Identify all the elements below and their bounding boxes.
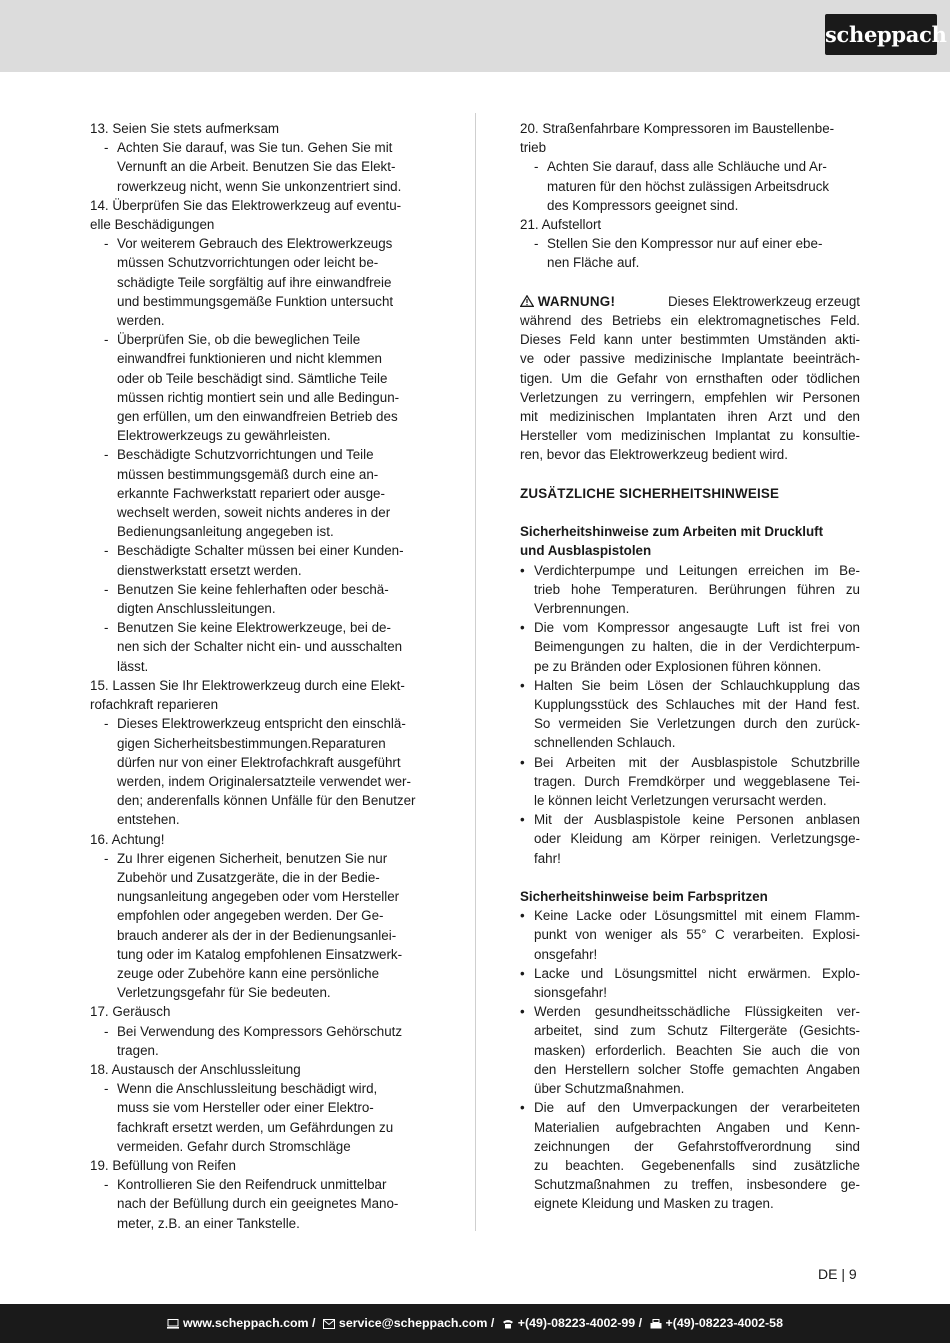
header-band — [0, 0, 950, 72]
bullet-item: • Bei Arbeiten mit der Ausblaspistole Schutzbrille tragen. Durch Fremdkörper und weggeblasene Tei- le können leicht Verletzungen verursacht werden. — [520, 754, 860, 809]
numbered-item: 17. Geräusch — [90, 1004, 171, 1020]
warning-block: WARNUNG! Dieses Elektrowerkzeug erzeugt während des Betriebs ein elektromagnetisches Feld. Dieses Feld kann unter bestimmten Umständen akti- ve oder passive medizinische Implantate beeinträch- tigen. Um die Gefahr von ernsthaften oder tödlichen Verletzungen zu verringern, empfehlen wir Personen mit medizinischen Implantaten ihren Arzt und den Hersteller vom medizinischen Implantat zu konsultie- ren, bevor das Elektrowerkzeug bedient wird. — [520, 293, 860, 463]
phone-icon — [502, 1319, 514, 1329]
item-21-detail: - Stellen Sie den Kompressor nur auf einer ebe- nen Fläche auf. — [534, 236, 823, 271]
bullet-item: • Lacke und Lösungsmittel nicht erwärmen. Explo- sionsgefahr! — [520, 965, 860, 1001]
subheading-paint-spraying: Sicherheitshinweise beim Farbspritzen — [520, 889, 768, 905]
numbered-item: 16. Achtung! — [90, 831, 165, 847]
bullet-item: • Werden gesundheitsschädliche Flüssigkeiten ver- arbeitet, sind zum Schutz Filtergeräte (Gesichts- masken) erforderlich. Beachten Sie auch die von den Herstellern solcher Stoffe gemachten Angaben über Schutzmaßnahmen. — [520, 1004, 860, 1097]
dash-item: - Benutzen Sie keine Elektrowerkzeuge, bei de- nen sich der Schalter nicht ein- und ausschalten lässt. — [104, 620, 403, 674]
bullet-item: • Mit der Ausblaspistole keine Personen anblasen oder Kleidung am Körper reinigen. Verletzungsge- fahr! — [520, 812, 860, 866]
footer-website[interactable]: www.scheppach.com / — [183, 1316, 316, 1330]
bullet-item: • Halten Sie beim Lösen der Schlauchkupplung das Kupplungsstück des Schlauches mit der Hand fest. So vermeiden Sie Verletzungen durch den zurück- schnellenden Schlauch. — [520, 677, 860, 751]
dash-item: - Wenn die Anschlussleitung beschädigt wird, muss sie vom Hersteller oder einer Elektro- fachkraft ersetzt werden, um Gefährdungen zu vermeiden. Gefahr durch Stromschläge — [104, 1081, 394, 1154]
computer-icon — [167, 1319, 179, 1329]
scheppach-logo: scheppach — [825, 14, 937, 55]
footer-bar — [0, 1304, 950, 1343]
bullet-item: • Die auf den Umverpackungen der verarbeiteten Materialien aufgebrachten Angaben und Kenn- zeichnungen der Gefahrstoffverordnung sind zu beachten. Gegebenenfalls sind zusätzliche Schutzmaßnahmen zu treffen, insbesondere ge- eignete Kleidung und Masken zu tragen. — [520, 1100, 860, 1212]
footer-email[interactable]: service@scheppach.com / — [338, 1316, 495, 1330]
numbered-item: 13. Seien Sie stets aufmerksam — [90, 121, 280, 136]
item-21: 21. Aufstellort — [520, 217, 602, 233]
dash-item: - Dieses Elektrowerkzeug entspricht den einschlä- gigen Sicherheitsbestimmungen.Reparaturen dürfen nur von einer Elektrofachkraft ausgeführt werden, indem Originalersatzteile verwendet wer- den; anderenfalls können Unfälle für den Benutzer entstehen. — [104, 716, 416, 828]
mail-icon — [323, 1319, 335, 1329]
footer-fax: +(49)-08223-4002-58 — [665, 1316, 783, 1330]
numbered-item: 19. Befüllung von Reifen — [90, 1157, 236, 1173]
item-20: 20. Straßenfahrbare Kompressoren im Baustellenbe- trieb — [520, 121, 835, 156]
dash-item: - Zu Ihrer eigenen Sicherheit, benutzen Sie nur Zubehör und Zusatzgeräte, die in der Bedie- nungsanleitung angegeben oder vom Hersteller empfohlen oder angegeben werden. Der Ge- brauch anderer als der in der Bedienungsanlei- tung oder im Katalog empfohlenen Einsatzwerk- zeuge oder Zubehöre kann eine persönliche Verletzungsgefahr für Sie bedeuten. — [104, 850, 403, 1001]
page-number: DE | 9 — [818, 1266, 857, 1282]
bullet-item: • Die vom Kompressor angesaugte Luft ist frei von Beimengungen zu halten, die in der Verdichterpum- pe zu Bränden oder Explosionen führen können. — [520, 620, 860, 674]
dash-item: - Vor weiterem Gebrauch des Elektrowerkzeugs müssen Schutzvorrichtungen oder leicht be- schädigte Teile sorgfältig auf ihre einwandfreie und bestimmungsgemäße Funktion untersucht werden. — [104, 236, 394, 329]
dash-item: - Überprüfen Sie, ob die beweglichen Teile einwandfrei funktionieren und nicht klemmen oder ob Teile beschädigt sind. Sämtliche Teile müssen richtig montiert sein und alle Bedingun- gen erfüllen, um den einwandfreien Betrieb des Elektrowerkzeugs zu gewährleisten. — [104, 332, 400, 444]
dash-item: - Beschädigte Schutzvorrichtungen und Teile müssen bestimmungsgemäß durch eine an- erkannte Fachwerkstatt repariert oder ausge- wechselt werden, soweit nichts anderes in der Bedienungsanleitung angegeben ist. — [104, 447, 391, 540]
fax-icon — [650, 1319, 662, 1329]
warning-icon — [520, 295, 534, 307]
subheading-compressed-air: Sicherheitshinweise zum Arbeiten mit Druckluft und Ausblaspistolen — [520, 524, 824, 559]
left-column — [90, 119, 430, 1233]
bullet-item: • Verdichterpumpe und Leitungen erreichen im Be- trieb hohe Temperaturen. Berührungen führen zu Verbrennungen. — [520, 562, 860, 617]
item-20-detail: - Achten Sie darauf, dass alle Schläuche und Ar- maturen für den höchst zulässigen Arbeitsdruck des Kompressors geeignet sind. — [534, 159, 830, 213]
dash-item: - Kontrollieren Sie den Reifendruck unmittelbar nach der Befüllung durch ein geeignetes Mano- meter, z.B. an einer Tankstelle. — [104, 1177, 399, 1231]
dash-item: - Benutzen Sie keine fehlerhaften oder beschä- digten Anschlussleitungen. — [104, 581, 389, 617]
column-divider — [475, 113, 476, 1231]
dash-item: - Beschädigte Schalter müssen bei einer Kunden- dienstwerkstatt ersetzt werden. — [104, 543, 404, 578]
numbered-item: 15. Lassen Sie Ihr Elektrowerkzeug durch eine Elekt- rofachkraft reparieren — [90, 677, 405, 713]
numbered-item: 14. Überprüfen Sie das Elektrowerkzeug auf eventu- elle Beschädigungen — [90, 197, 402, 233]
warning-label: WARNUNG! — [537, 293, 616, 309]
footer-phone: +(49)-08223-4002-99 / — [517, 1316, 643, 1330]
dash-item: - Bei Verwendung des Kompressors Gehörschutz tragen. — [104, 1023, 403, 1058]
bullet-item: • Keine Lacke oder Lösungsmittel mit einem Flamm- punkt von weniger als 55° C verarbeiten. Explosi- onsgefahr! — [520, 908, 860, 962]
section-heading: ZUSÄTZLICHE SICHERHEITSHINWEISE — [520, 485, 780, 501]
numbered-item: 18. Austausch der Anschlussleitung — [90, 1061, 301, 1077]
right-column — [520, 119, 860, 1214]
dash-item: - Achten Sie darauf, was Sie tun. Gehen Sie mit Vernunft an die Arbeit. Benutzen Sie das Elekt- rowerkzeug nicht, wenn Sie unkonzentriert sind. — [104, 140, 402, 194]
